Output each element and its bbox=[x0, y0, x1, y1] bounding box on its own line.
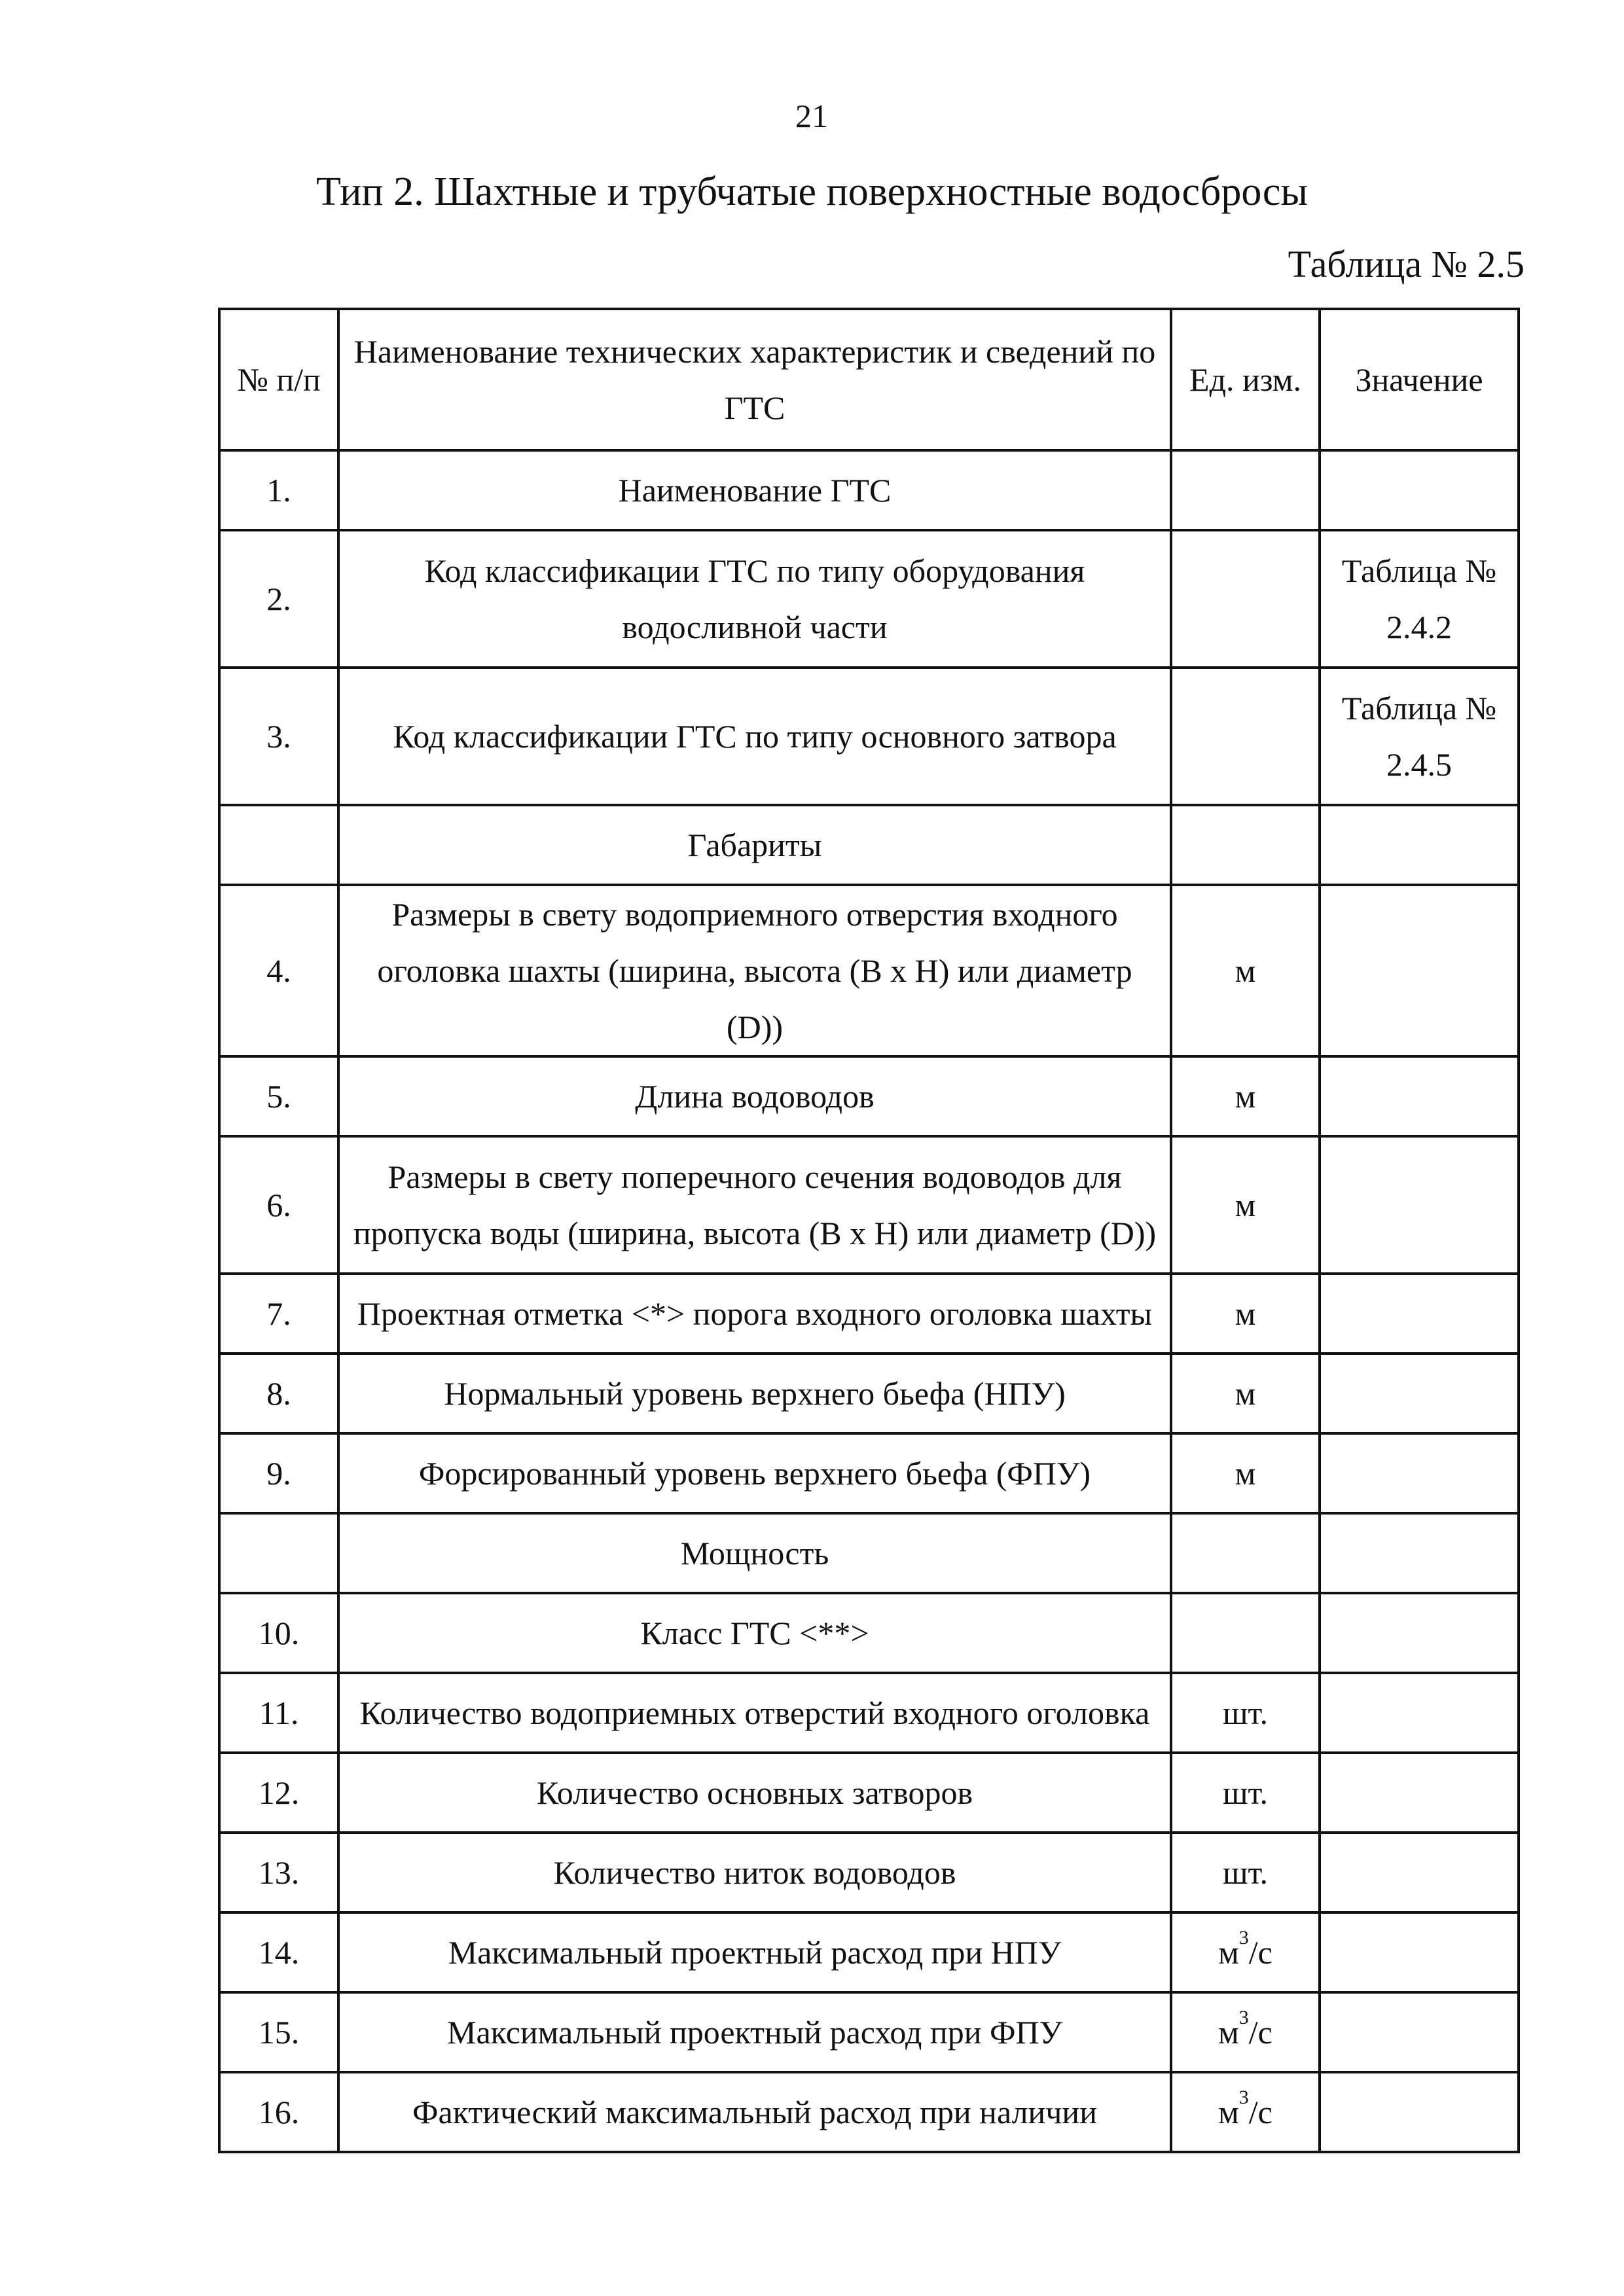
cell-name: Размеры в свету водоприемного отверстия входного оголовка шахты (ширина, высота (B x H) или диаметр (D)) bbox=[338, 885, 1171, 1056]
table-row bbox=[219, 2072, 1519, 2152]
unit-exponent: 3 bbox=[1238, 1927, 1249, 1948]
cell-unit bbox=[1171, 450, 1320, 530]
cell-value bbox=[1320, 1673, 1519, 1753]
cell-unit bbox=[1171, 1593, 1320, 1673]
cell-number: 8. bbox=[219, 1354, 338, 1433]
cell-value bbox=[1320, 805, 1519, 885]
cell-number: 9. bbox=[219, 1433, 338, 1513]
cell-unit bbox=[1171, 2072, 1320, 2152]
cell-number: 3. bbox=[219, 668, 338, 805]
cell-name: Фактический максимальный расход при наличии bbox=[338, 2072, 1171, 2152]
cell-value bbox=[1320, 1912, 1519, 1992]
header-unit: Ед. изм. bbox=[1171, 309, 1320, 450]
cell-value bbox=[1320, 1136, 1519, 1274]
cell-number: 5. bbox=[219, 1056, 338, 1136]
table-row bbox=[219, 1354, 1519, 1433]
cell-number bbox=[219, 805, 338, 885]
header-value: Значение bbox=[1320, 309, 1519, 450]
table-row bbox=[219, 1433, 1519, 1513]
cell-value bbox=[1320, 1992, 1519, 2072]
cell-name: Наименование ГТС bbox=[338, 450, 1171, 530]
page-number: 21 bbox=[795, 98, 828, 134]
cell-value bbox=[1320, 1593, 1519, 1673]
cell-number: 12. bbox=[219, 1753, 338, 1833]
cell-value bbox=[1320, 1354, 1519, 1433]
cell-number bbox=[219, 1513, 338, 1593]
table-row bbox=[219, 1753, 1519, 1833]
cell-unit bbox=[1171, 1992, 1320, 2072]
cell-name: Код классификации ГТС по типу основного затвора bbox=[338, 668, 1171, 805]
section-heading: Габариты bbox=[338, 805, 1171, 885]
cell-unit: м bbox=[1171, 1274, 1320, 1354]
header-name: Наименование технических характеристик и сведений по ГТС bbox=[338, 309, 1171, 450]
table-row bbox=[219, 1056, 1519, 1136]
cell-number: 7. bbox=[219, 1274, 338, 1354]
cell-unit: м bbox=[1171, 1056, 1320, 1136]
cell-unit: шт. bbox=[1171, 1753, 1320, 1833]
cell-unit: шт. bbox=[1171, 1833, 1320, 1912]
unit-rest: /с bbox=[1248, 2014, 1272, 2051]
cell-value bbox=[1320, 450, 1519, 530]
cell-name: Код классификации ГТС по типу оборудования водосливной части bbox=[338, 530, 1171, 668]
table-row bbox=[219, 1136, 1519, 1274]
cell-unit: м bbox=[1171, 885, 1320, 1056]
cell-name: Форсированный уровень верхнего бьефа (ФПУ) bbox=[338, 1433, 1171, 1513]
table-header-row bbox=[219, 309, 1519, 450]
cell-unit: м bbox=[1171, 1354, 1320, 1433]
cell-number: 1. bbox=[219, 450, 338, 530]
cell-name: Количество основных затворов bbox=[338, 1753, 1171, 1833]
cell-name: Длина водоводов bbox=[338, 1056, 1171, 1136]
cell-unit bbox=[1171, 668, 1320, 805]
cell-number: 4. bbox=[219, 885, 338, 1056]
table-row bbox=[219, 1992, 1519, 2072]
cell-unit: шт. bbox=[1171, 1673, 1320, 1753]
cell-value bbox=[1320, 1513, 1519, 1593]
table-row bbox=[219, 530, 1519, 668]
cell-name: Нормальный уровень верхнего бьефа (НПУ) bbox=[338, 1354, 1171, 1433]
cell-name: Максимальный проектный расход при ФПУ bbox=[338, 1992, 1171, 2072]
document-title: Тип 2. Шахтные и трубчатые поверхностные водосбросы bbox=[316, 170, 1308, 214]
specifications-table bbox=[218, 308, 1520, 2153]
table-row bbox=[219, 1274, 1519, 1354]
cell-value: Таблица № 2.4.2 bbox=[1320, 530, 1519, 668]
cell-value bbox=[1320, 1833, 1519, 1912]
cell-number: 2. bbox=[219, 530, 338, 668]
unit-exponent: 3 bbox=[1238, 2087, 1249, 2108]
cell-unit bbox=[1171, 530, 1320, 668]
cell-value bbox=[1320, 1433, 1519, 1513]
unit-exponent: 3 bbox=[1238, 2007, 1249, 2028]
table-row bbox=[219, 450, 1519, 530]
cell-number: 13. bbox=[219, 1833, 338, 1912]
cell-value bbox=[1320, 1753, 1519, 1833]
cell-unit: м bbox=[1171, 1136, 1320, 1274]
cell-unit: м bbox=[1171, 1433, 1320, 1513]
cell-name: Количество ниток водоводов bbox=[338, 1833, 1171, 1912]
section-row-dimensions bbox=[219, 805, 1519, 885]
unit-rest: /с bbox=[1248, 2094, 1272, 2130]
cell-name: Максимальный проектный расход при НПУ bbox=[338, 1912, 1171, 1992]
cell-value bbox=[1320, 885, 1519, 1056]
table-row bbox=[219, 668, 1519, 805]
cell-number: 15. bbox=[219, 1992, 338, 2072]
cell-number: 10. bbox=[219, 1593, 338, 1673]
table-row bbox=[219, 1912, 1519, 1992]
table-caption: Таблица № 2.5 bbox=[1288, 243, 1525, 285]
unit-rest: /с bbox=[1248, 1934, 1272, 1971]
cell-number: 16. bbox=[219, 2072, 338, 2152]
cell-name: Класс ГТС <**> bbox=[338, 1593, 1171, 1673]
unit-base: м bbox=[1218, 1934, 1239, 1971]
table-row bbox=[219, 1593, 1519, 1673]
cell-unit bbox=[1171, 805, 1320, 885]
table-row bbox=[219, 1673, 1519, 1753]
table-row bbox=[219, 885, 1519, 1056]
cell-value bbox=[1320, 1056, 1519, 1136]
cell-name: Размеры в свету поперечного сечения водоводов для пропуска воды (ширина, высота (B x H) или диаметр (D)) bbox=[338, 1136, 1171, 1274]
cell-number: 6. bbox=[219, 1136, 338, 1274]
cell-unit bbox=[1171, 1912, 1320, 1992]
cell-unit bbox=[1171, 1513, 1320, 1593]
table-row bbox=[219, 1833, 1519, 1912]
cell-name: Проектная отметка <*> порога входного оголовка шахты bbox=[338, 1274, 1171, 1354]
cell-name: Количество водоприемных отверстий входного оголовка bbox=[338, 1673, 1171, 1753]
unit-base: м bbox=[1218, 2094, 1239, 2130]
unit-base: м bbox=[1218, 2014, 1239, 2051]
cell-value bbox=[1320, 1274, 1519, 1354]
header-number: № п/п bbox=[219, 309, 338, 450]
cell-value bbox=[1320, 2072, 1519, 2152]
cell-value: Таблица № 2.4.5 bbox=[1320, 668, 1519, 805]
section-row-capacity bbox=[219, 1513, 1519, 1593]
cell-number: 11. bbox=[219, 1673, 338, 1753]
section-heading: Мощность bbox=[338, 1513, 1171, 1593]
cell-number: 14. bbox=[219, 1912, 338, 1992]
